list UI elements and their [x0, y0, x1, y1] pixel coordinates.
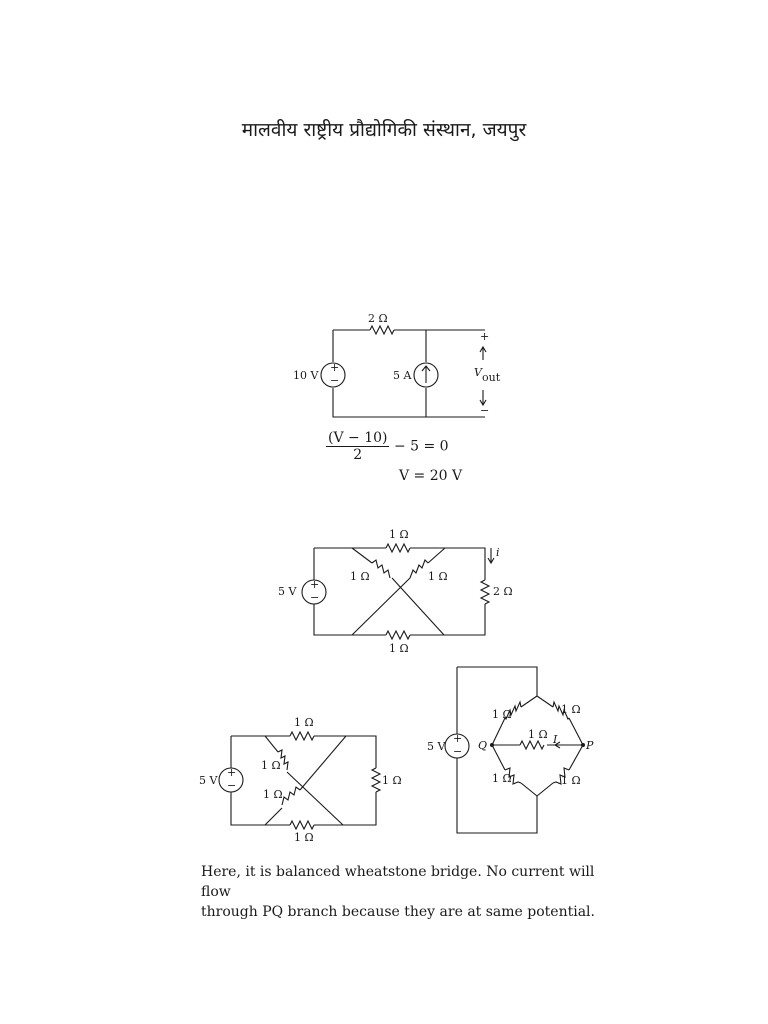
arrow-down-icon [480, 390, 486, 405]
minus-label: − [453, 745, 463, 758]
current-label: I [553, 733, 558, 746]
circuit-diagram-2 [270, 525, 520, 660]
circuit-diagram-1 [280, 305, 500, 425]
resistor-label: 1 Ω [492, 772, 512, 785]
node-p-label: P [586, 739, 594, 752]
vout-label: V [474, 366, 482, 379]
explanation-line: Here, it is balanced wheatstone bridge. No current will flow [201, 864, 595, 900]
resistor-2ohm [370, 326, 394, 334]
plus-label: + [310, 578, 320, 591]
vout-subscript: out [482, 371, 501, 384]
resistor-mid [520, 741, 544, 749]
fraction-denominator: 2 [353, 447, 363, 463]
resistor-label: 1 Ω [389, 528, 409, 541]
fraction [326, 430, 389, 463]
resistor-bottom [386, 631, 410, 639]
equation-result: V = 20 V [399, 468, 463, 484]
voltage-label: 10 V [293, 369, 319, 382]
resistor-label: 1 Ω [294, 716, 314, 729]
voltage-label: 5 V [199, 774, 218, 787]
resistor-label: 1 Ω [428, 570, 448, 583]
wire [314, 548, 485, 635]
voltage-label: 5 V [278, 585, 297, 598]
resistor-label: 1 Ω [528, 728, 548, 741]
resistor-label: 1 Ω [561, 703, 581, 716]
minus-label: − [330, 374, 340, 387]
plus-label: + [227, 766, 237, 779]
resistor-label: 1 Ω [350, 570, 370, 583]
resistor-label: 1 Ω [263, 788, 283, 801]
explanation-text [201, 862, 621, 922]
resistor-label: 1 Ω [294, 831, 314, 844]
current-label: 5 A [393, 369, 412, 382]
resistor-bottom [290, 821, 314, 829]
arrow-up-icon [422, 366, 430, 383]
resistor-side [372, 768, 380, 792]
explanation-line: through PQ branch because they are at same potential. [201, 904, 595, 920]
plus-label: + [330, 361, 340, 374]
cross-wire [265, 736, 346, 825]
node-q-dot [490, 743, 494, 747]
fraction-numerator: (V − 10) [328, 430, 388, 446]
minus-label: − [480, 404, 490, 417]
wire [457, 667, 583, 833]
circuit-diagram-4 [420, 660, 610, 845]
current-label: i [496, 546, 500, 559]
minus-label: − [310, 591, 320, 604]
wire [231, 736, 376, 825]
resistor-label: 1 Ω [492, 708, 512, 721]
resistor-label: 2 Ω [368, 312, 388, 325]
resistor-label: 1 Ω [261, 759, 281, 772]
resistor-top [290, 732, 314, 740]
resistor-side [481, 580, 489, 604]
plus-label: + [480, 330, 490, 343]
plus-label: + [453, 732, 463, 745]
arrow-up-icon [480, 347, 486, 360]
cross-wire [352, 548, 445, 635]
node-p-dot [581, 743, 585, 747]
resistor-label: 1 Ω [389, 642, 409, 655]
resistor-label: 2 Ω [493, 585, 513, 598]
equation-rest: − 5 = 0 [393, 438, 449, 455]
resistor-label: 1 Ω [382, 774, 402, 787]
page-title: मालवीय राष्ट्रीय प्रौद्योगिकी संस्थान, जयपुर [241, 119, 527, 141]
equation [326, 430, 449, 463]
minus-label: − [227, 779, 237, 792]
node-q-label: Q [478, 739, 488, 752]
circuit-diagram-3 [195, 712, 405, 847]
arrow-down-icon [488, 548, 494, 563]
voltage-label: 5 V [427, 740, 446, 753]
resistor-top [386, 544, 410, 552]
resistor-label: 1 Ω [561, 774, 581, 787]
